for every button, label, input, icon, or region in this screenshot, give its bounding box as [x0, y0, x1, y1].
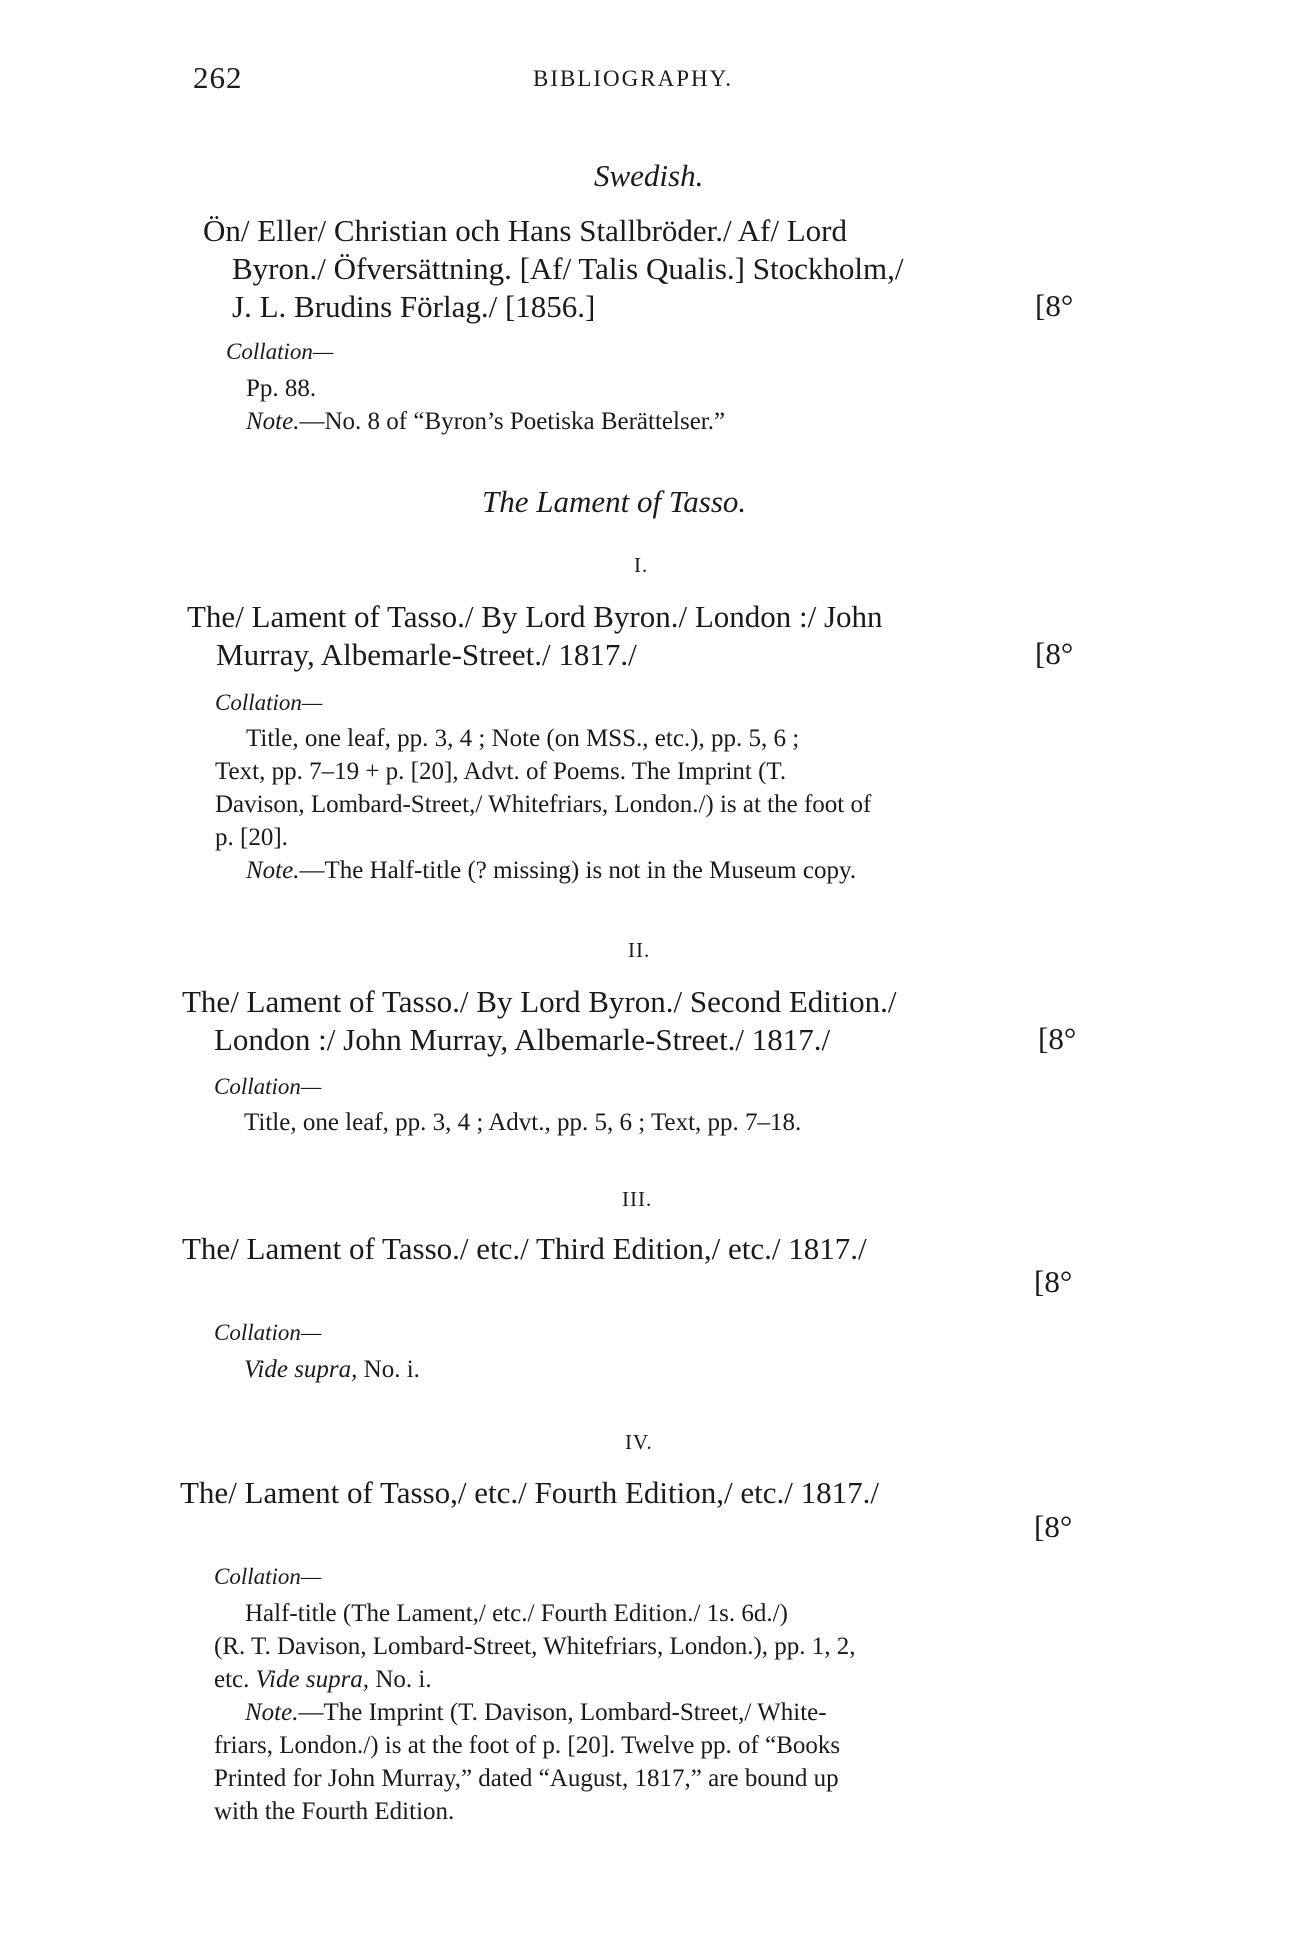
- collation-label: Collation—: [226, 339, 334, 364]
- edition-4-vide: [214, 1663, 856, 1696]
- note-label: Note.: [246, 857, 300, 884]
- section-heading-swedish: Swedish.: [594, 158, 704, 193]
- collation-line: p. [20].: [215, 824, 288, 851]
- edition-numeral-4: IV.: [625, 1430, 653, 1454]
- entry-line: Byron./ Öfversättning. [Af/ Talis Qualis.] Stockholm,/: [232, 251, 904, 286]
- collation-line: Davison, Lombard-Street,/ Whitefriars, London./) is at the foot of: [215, 791, 872, 818]
- collation-label: Collation—: [215, 690, 323, 715]
- entry-line: The/ Lament of Tasso,/ etc./ Fourth Edition,/ etc./ 1817./: [180, 1475, 879, 1510]
- section-heading-tasso: The Lament of Tasso.: [482, 484, 747, 519]
- note-text: —No. 8 of “Byron’s Poetiska Berättelser.”: [299, 408, 726, 435]
- note-text: —The Half-title (? missing) is not in the Museum copy.: [299, 857, 857, 884]
- collation-line: Text, pp. 7–19 + p. [20], Advt. of Poems. The Imprint (T.: [215, 758, 787, 785]
- edition-3-entry: [182, 1230, 867, 1268]
- collation-text: Pp. 88.: [246, 375, 317, 402]
- edition-numeral-3: III.: [622, 1187, 653, 1211]
- collation-label: Collation—: [214, 1320, 322, 1345]
- vide-label: Vide supra,: [244, 1356, 358, 1383]
- edition-numeral-2: II.: [628, 938, 651, 962]
- edition-2-collation: Title, one leaf, pp. 3, 4 ; Advt., pp. 5, 6 ; Text, pp. 7–18.: [244, 1109, 802, 1136]
- vide-label: Vide supra,: [255, 1666, 370, 1693]
- entry-line: London :/ John Murray, Albemarle-Street./ 1817./: [214, 1022, 831, 1057]
- edition-1-note: [215, 854, 871, 887]
- entry-line: The/ Lament of Tasso./ By Lord Byron./ Second Edition./: [182, 984, 897, 1019]
- format-mark: [8°: [1035, 288, 1074, 323]
- swedish-entry: [203, 212, 1133, 326]
- edition-4-entry: [180, 1474, 879, 1512]
- swedish-note: [246, 405, 725, 438]
- collation-line: Half-title (The Lament,/ etc./ Fourth Edition./ 1s. 6d./): [245, 1600, 788, 1627]
- note-line: with the Fourth Edition.: [214, 1798, 455, 1825]
- running-head: BIBLIOGRAPHY.: [533, 66, 734, 91]
- format-mark: [8°: [1035, 636, 1074, 671]
- edition-2-entry: [182, 983, 896, 1059]
- format-mark: [8°: [1038, 1021, 1077, 1056]
- note-line: Printed for John Murray,” dated “August, 1817,” are bound up: [214, 1765, 839, 1792]
- edition-numeral-1: I.: [634, 553, 649, 577]
- entry-line: Ön/ Eller/ Christian och Hans Stallbröder./ Af/ Lord: [203, 213, 848, 248]
- edition-3-vide: [244, 1353, 420, 1386]
- edition-1-entry: [187, 598, 883, 674]
- page-number: 262: [193, 60, 243, 95]
- format-mark: [8°: [1034, 1264, 1073, 1299]
- edition-4-note: [214, 1696, 856, 1729]
- vide-text: No. i.: [369, 1666, 432, 1693]
- entry-line: The/ Lament of Tasso./ By Lord Byron./ London :/ John: [187, 599, 883, 634]
- collation-label: Collation—: [214, 1564, 322, 1589]
- collation-line: (R. T. Davison, Lombard-Street, Whitefriars, London.), pp. 1, 2,: [214, 1633, 856, 1660]
- note-label: Note.: [246, 408, 300, 435]
- note-line: friars, London./) is at the foot of p. [20]. Twelve pp. of “Books: [214, 1732, 841, 1759]
- vide-prefix: etc.: [214, 1666, 256, 1693]
- entry-line: J. L. Brudins Förlag./ [1856.]: [232, 289, 596, 324]
- entry-line: The/ Lament of Tasso./ etc./ Third Edition,/ etc./ 1817./: [182, 1231, 867, 1266]
- format-mark: [8°: [1034, 1509, 1073, 1544]
- note-line: —The Imprint (T. Davison, Lombard-Street,/ White-: [298, 1699, 827, 1726]
- entry-line: Murray, Albemarle-Street./ 1817./: [216, 637, 637, 672]
- vide-text: No. i.: [357, 1356, 420, 1383]
- edition-1-collation: [215, 722, 871, 887]
- note-label: Note.: [245, 1699, 299, 1726]
- edition-4-collation: [214, 1597, 856, 1828]
- collation-line: Title, one leaf, pp. 3, 4 ; Note (on MSS., etc.), pp. 5, 6 ;: [246, 725, 800, 752]
- collation-label: Collation—: [214, 1074, 322, 1099]
